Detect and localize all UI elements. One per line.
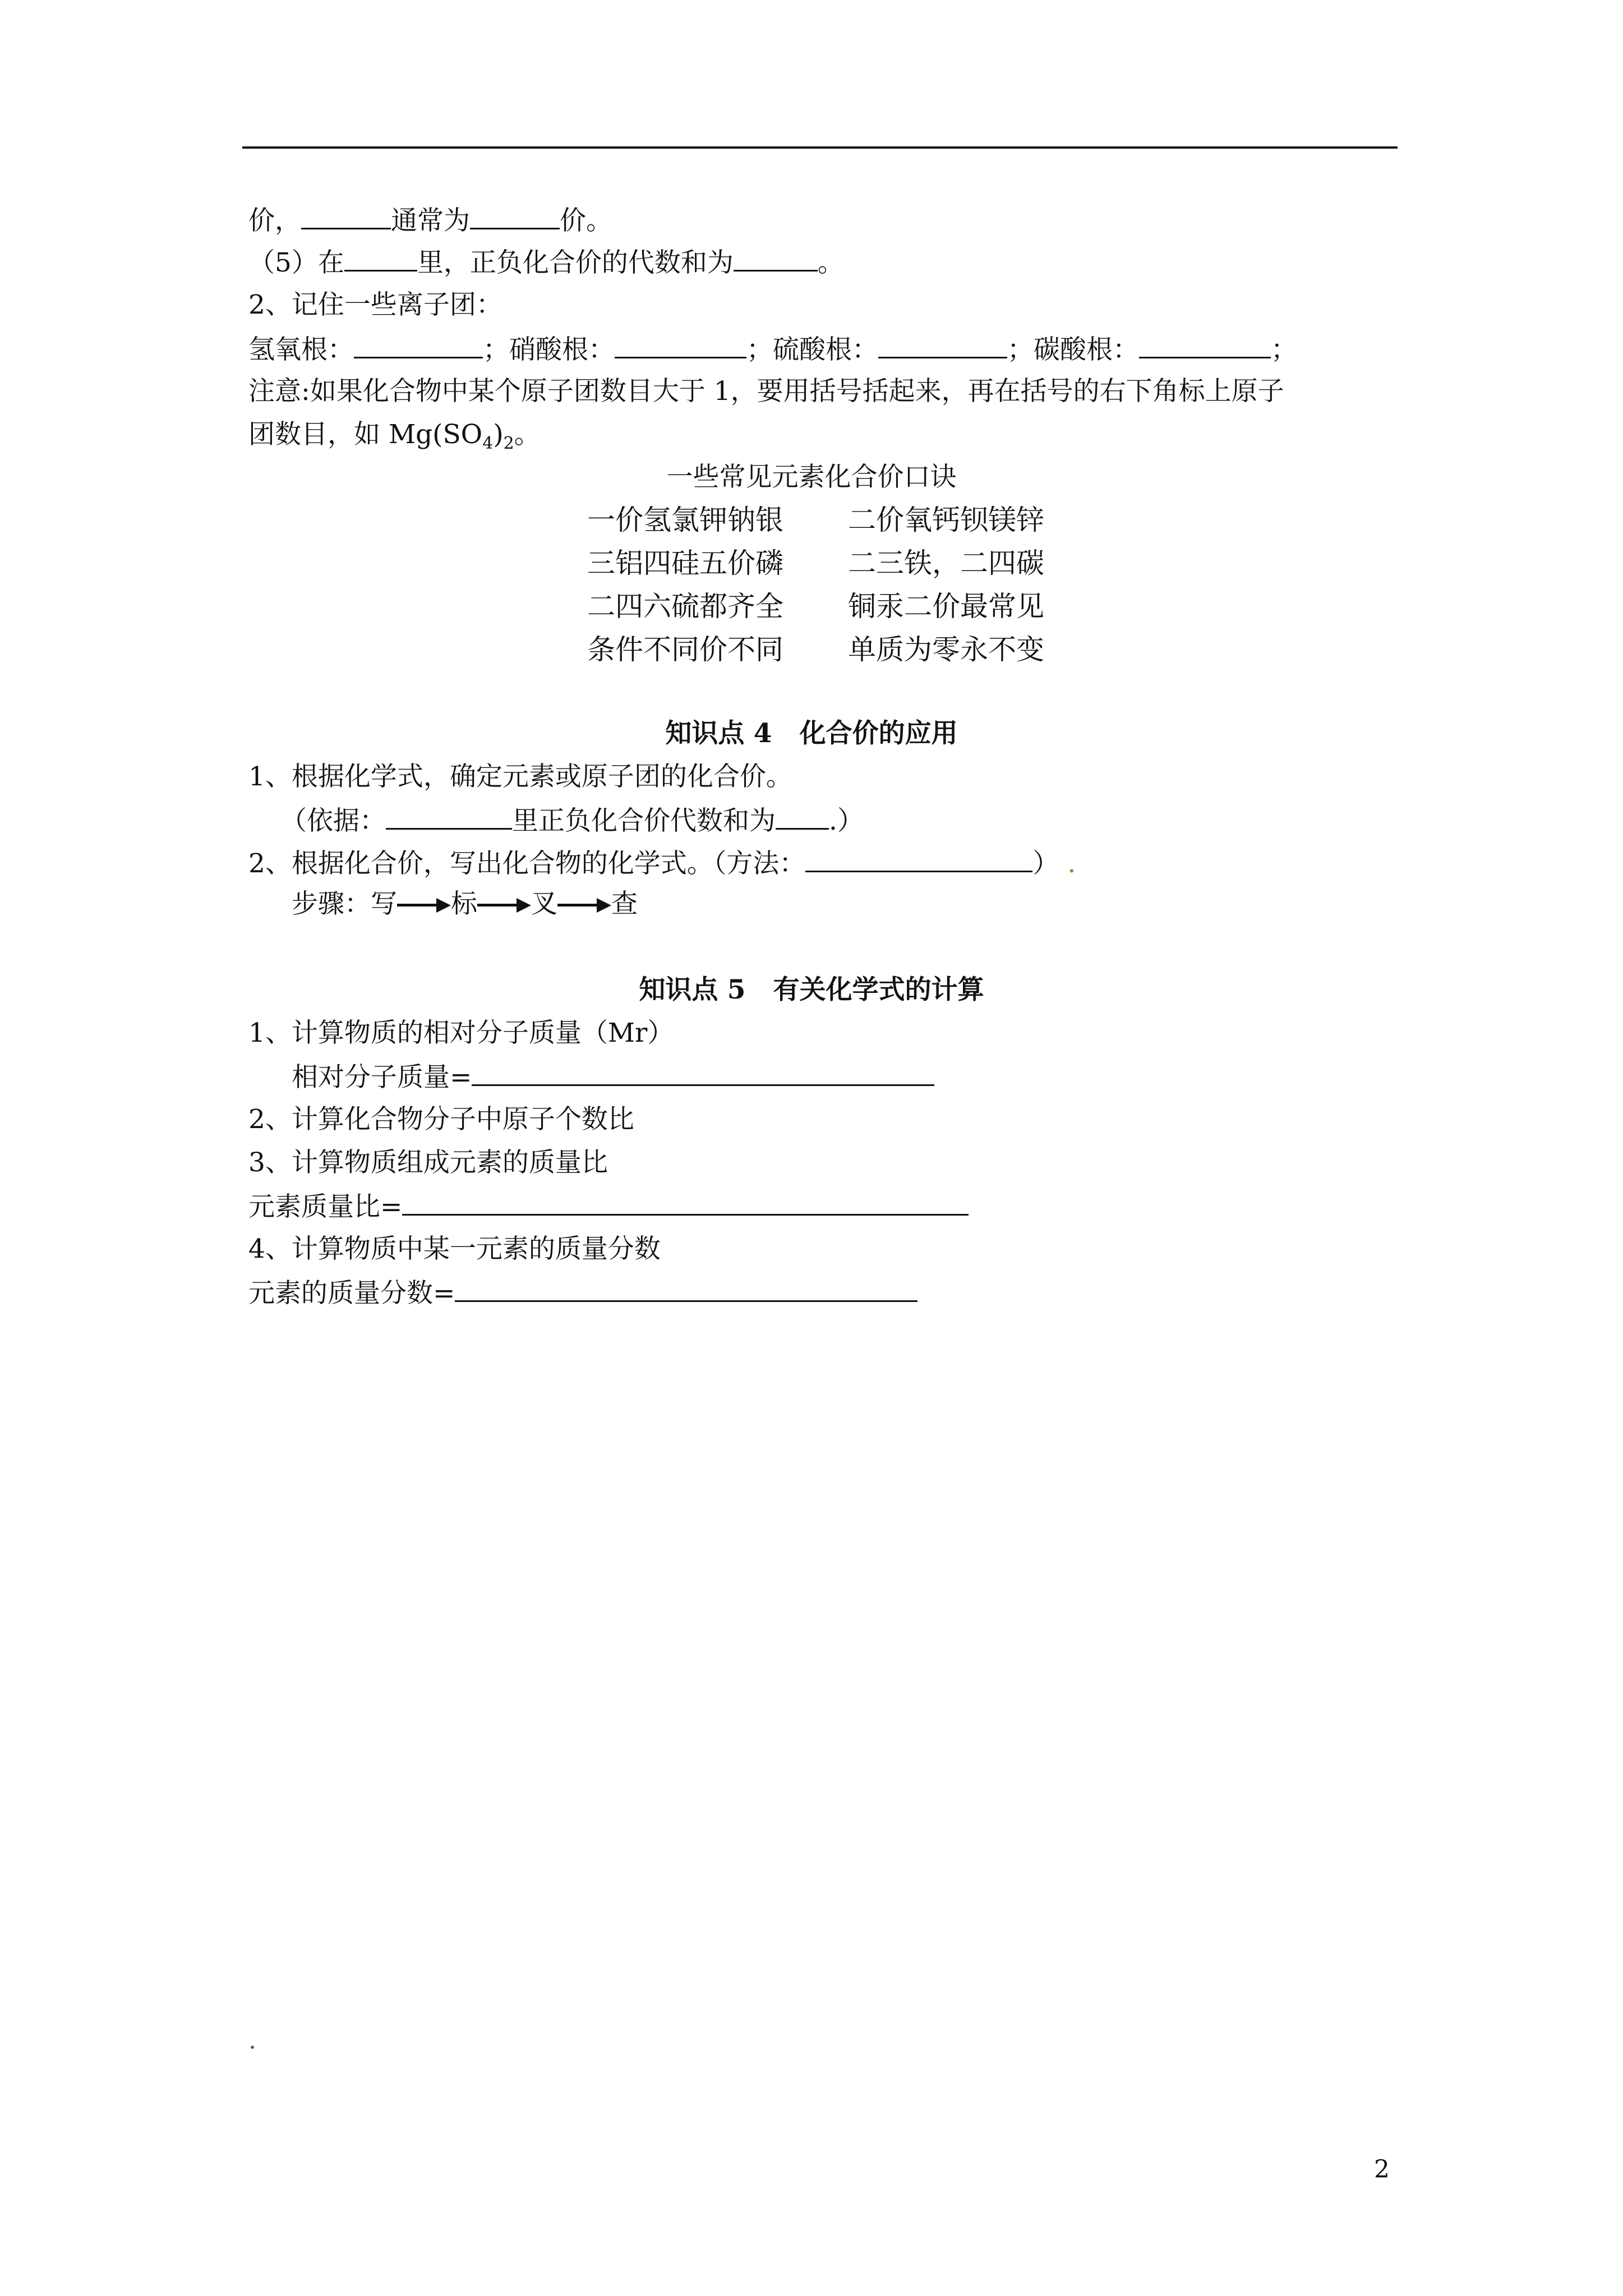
- steps-row: [292, 887, 638, 921]
- section-5-line-6: 4、计算物质中某一元素的质量分数: [248, 1234, 661, 1264]
- poem-right-2: 二三铁，二四碳: [848, 547, 1044, 579]
- section-5-line-5: 元素质量比=: [248, 1189, 969, 1224]
- fill-blank[interactable]: [455, 1276, 917, 1302]
- steps-label: 步骤：: [292, 889, 371, 919]
- poem-right-3: 铜汞二价最常见: [848, 590, 1044, 623]
- poem-title: 一些常见元素化合价口诀: [666, 462, 957, 493]
- step-cross: 叉: [531, 889, 557, 919]
- fill-blank[interactable]: [615, 332, 746, 358]
- section-5-title: 知识点 5 有关化学式的计算: [639, 974, 984, 1005]
- fill-blank[interactable]: [805, 846, 1032, 872]
- page-number: 2: [1374, 2155, 1390, 2184]
- intro-line-3: 2、记住一些离子团：: [248, 289, 502, 320]
- intro-line-5: 注意:如果化合物中某个原子团数目大于 1，要用括号括起来，再在括号的右下角标上原子: [248, 376, 1284, 407]
- step-mark: 标: [451, 889, 477, 919]
- fill-blank[interactable]: [1139, 332, 1271, 358]
- poem-left-1: 一价氢氯钾钠银: [587, 504, 783, 536]
- fill-blank[interactable]: [386, 803, 512, 830]
- section-5-line-3: 2、计算化合物分子中原子个数比: [248, 1104, 634, 1135]
- section-5-line-2: 相对分子质量=: [292, 1060, 934, 1094]
- poem-left-4: 条件不同价不同: [587, 633, 783, 666]
- section-5-line-7: 元素的质量分数=: [248, 1276, 917, 1310]
- step-check: 查: [611, 889, 638, 919]
- fill-blank[interactable]: [301, 203, 391, 229]
- fill-blank[interactable]: [470, 203, 560, 229]
- fill-blank[interactable]: [344, 245, 417, 272]
- fill-blank[interactable]: [354, 332, 483, 358]
- poem-right-1: 二价氧钙钡镁锌: [848, 504, 1044, 536]
- poem-left-2: 三铝四硅五价磷: [587, 547, 783, 579]
- intro-line-2: （5）在 里，正负化合价的代数和为 。: [248, 245, 844, 280]
- section-4-line-3: 2、根据化合价，写出化合物的化学式。（方法： ） .: [248, 846, 1076, 881]
- step-write: 写: [371, 889, 397, 919]
- fill-blank[interactable]: [402, 1189, 969, 1216]
- arrow-right-icon: [397, 893, 451, 915]
- intro-line-6: 团数目，如 $Mg(SO_4)_2$。: [248, 419, 541, 453]
- fill-blank[interactable]: [878, 332, 1007, 358]
- section-4-line-1: 1、根据化学式，确定元素或原子团的化合价。: [248, 761, 792, 792]
- arrow-right-icon: [557, 893, 611, 915]
- section-4-line-2: （依据： 里正负化合价代数和为 .）: [280, 803, 864, 838]
- poem-right-4: 单质为零永不变: [848, 633, 1044, 666]
- fill-blank[interactable]: [776, 803, 829, 830]
- intro-line-4: 氢氧根： ；硝酸根： ；硫酸根： ；碳酸根： ；: [248, 332, 1297, 367]
- intro-line-1: 价， 通常为 价。: [248, 203, 612, 238]
- section-4-title: 知识点 4 化合价的应用: [665, 718, 958, 749]
- arrow-right-icon: [477, 893, 531, 915]
- stray-mark: .: [248, 2026, 256, 2055]
- fill-blank[interactable]: [734, 245, 818, 272]
- section-5-line-4: 3、计算物质组成元素的质量比: [248, 1147, 608, 1178]
- poem-left-3: 二四六硫都齐全: [587, 590, 783, 623]
- section-5-line-1: 1、计算物质的相对分子质量（Mr）: [248, 1018, 674, 1048]
- fill-blank[interactable]: [472, 1060, 934, 1086]
- header-rule: [242, 146, 1398, 149]
